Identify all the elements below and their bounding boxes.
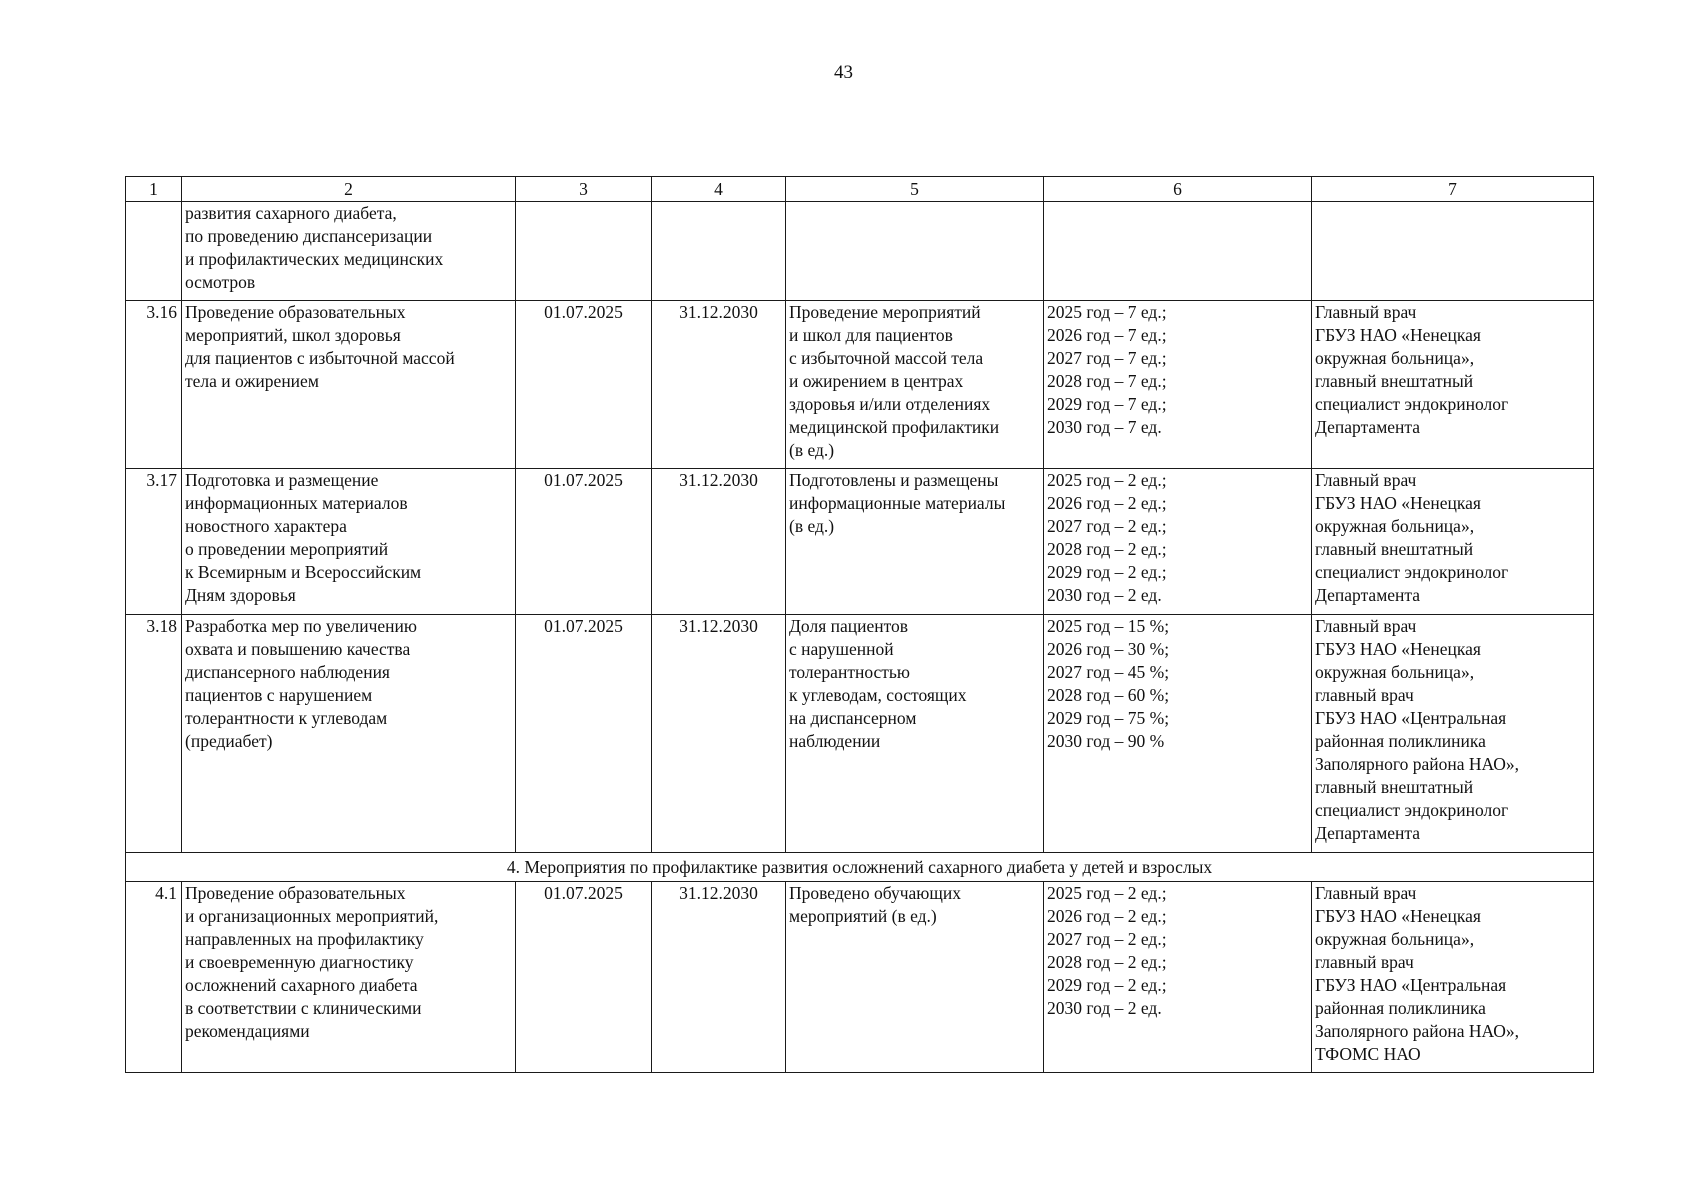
- start-date-cell: [516, 202, 652, 301]
- table-row-3-18: [126, 615, 1594, 853]
- result-cell: Проведение мероприятий и школ для пациентов с избыточной массой тела и ожирением в центрах здоровья и/или отделениях медицинской профилактики (в ед.): [786, 301, 1044, 469]
- section-4-title: 4. Мероприятия по профилактике развития осложнений сахарного диабета у детей и взрослых: [126, 853, 1594, 882]
- activity-cell: Проведение образовательных и организационных мероприятий, направленных на профилактику и своевременную диагностику осложнений сахарного диабета в соответствии с клиническими рекомендациями: [182, 882, 516, 1073]
- activity-cell: развития сахарного диабета, по проведению диспансеризации и профилактических медицинских осмотров: [182, 202, 516, 301]
- table-row-3-16: [126, 301, 1594, 469]
- end-date-cell: 31.12.2030: [652, 469, 786, 615]
- row-number: 3.17: [126, 469, 182, 615]
- responsible-cell: Главный врач ГБУЗ НАО «Ненецкая окружная больница», главный внештатный специалист эндокринолог Департамента: [1312, 469, 1594, 615]
- start-date-cell: 01.07.2025: [516, 301, 652, 469]
- activity-cell: Подготовка и размещение информационных материалов новостного характера о проведении мероприятий к Всемирным и Всероссийским Дням здоровья: [182, 469, 516, 615]
- column-header-5: 5: [786, 177, 1044, 202]
- responsible-cell: [1312, 202, 1594, 301]
- targets-cell: 2025 год – 7 ед.; 2026 год – 7 ед.; 2027 год – 7 ед.; 2028 год – 7 ед.; 2029 год – 7 ед.; 2030 год – 7 ед.: [1044, 301, 1312, 469]
- responsible-cell: Главный врач ГБУЗ НАО «Ненецкая окружная больница», главный внештатный специалист эндокринолог Департамента: [1312, 301, 1594, 469]
- end-date-cell: 31.12.2030: [652, 301, 786, 469]
- column-number-header-row: [126, 177, 1594, 202]
- column-header-7: 7: [1312, 177, 1594, 202]
- activity-cell: Проведение образовательных мероприятий, школ здоровья для пациентов с избыточной массой тела и ожирением: [182, 301, 516, 469]
- table-row-4-1: [126, 882, 1594, 1073]
- start-date-cell: 01.07.2025: [516, 469, 652, 615]
- table-row-continuation: [126, 202, 1594, 301]
- targets-cell: 2025 год – 15 %; 2026 год – 30 %; 2027 год – 45 %; 2028 год – 60 %; 2029 год – 75 %; 2030 год – 90 %: [1044, 615, 1312, 853]
- page-number: 43: [834, 62, 853, 83]
- start-date-cell: 01.07.2025: [516, 882, 652, 1073]
- column-header-4: 4: [652, 177, 786, 202]
- section-header-row: [126, 853, 1594, 882]
- column-header-2: 2: [182, 177, 516, 202]
- targets-cell: [1044, 202, 1312, 301]
- table-row-3-17: [126, 469, 1594, 615]
- end-date-cell: [652, 202, 786, 301]
- result-cell: Проведено обучающих мероприятий (в ед.): [786, 882, 1044, 1073]
- result-cell: Доля пациентов с нарушенной толерантностью к углеводам, состоящих на диспансерном наблюдении: [786, 615, 1044, 853]
- row-number: 3.18: [126, 615, 182, 853]
- end-date-cell: 31.12.2030: [652, 882, 786, 1073]
- activities-table: [125, 176, 1594, 1073]
- start-date-cell: 01.07.2025: [516, 615, 652, 853]
- column-header-3: 3: [516, 177, 652, 202]
- responsible-cell: Главный врач ГБУЗ НАО «Ненецкая окружная больница», главный врач ГБУЗ НАО «Центральная районная поликлиника Заполярного района НАО», главный внештатный специалист эндокринолог Департамента: [1312, 615, 1594, 853]
- activity-cell: Разработка мер по увеличению охвата и повышению качества диспансерного наблюдения пациентов с нарушением толерантности к углеводам (предиабет): [182, 615, 516, 853]
- row-number: 3.16: [126, 301, 182, 469]
- column-header-1: 1: [126, 177, 182, 202]
- column-header-6: 6: [1044, 177, 1312, 202]
- targets-cell: 2025 год – 2 ед.; 2026 год – 2 ед.; 2027 год – 2 ед.; 2028 год – 2 ед.; 2029 год – 2 ед.; 2030 год – 2 ед.: [1044, 469, 1312, 615]
- result-cell: [786, 202, 1044, 301]
- row-number: 4.1: [126, 882, 182, 1073]
- responsible-cell: Главный врач ГБУЗ НАО «Ненецкая окружная больница», главный врач ГБУЗ НАО «Центральная районная поликлиника Заполярного района НАО», ТФОМС НАО: [1312, 882, 1594, 1073]
- end-date-cell: 31.12.2030: [652, 615, 786, 853]
- result-cell: Подготовлены и размещены информационные материалы (в ед.): [786, 469, 1044, 615]
- targets-cell: 2025 год – 2 ед.; 2026 год – 2 ед.; 2027 год – 2 ед.; 2028 год – 2 ед.; 2029 год – 2 ед.; 2030 год – 2 ед.: [1044, 882, 1312, 1073]
- row-number: [126, 202, 182, 301]
